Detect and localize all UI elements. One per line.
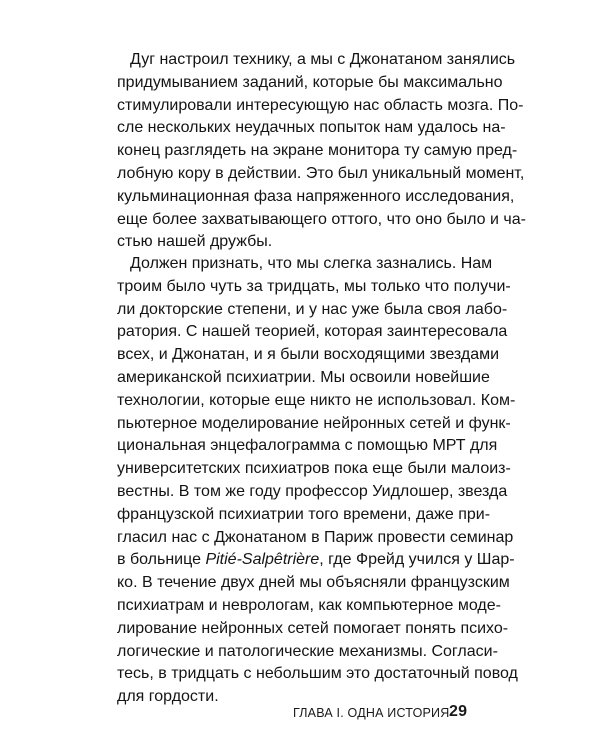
text-line: ратория. С нашей теорией, которая заинтересовала — [117, 323, 508, 341]
text-line: технологии, которые еще никто не использовал. Ком- — [117, 391, 516, 409]
text-line: гласил нас с Джонатаном в Париж провести семинар — [117, 528, 514, 546]
italic-hospital-name: Pitié-Salpêtrière — [205, 551, 320, 569]
text-line: стью нашей дружбы. — [117, 233, 273, 251]
text-line: для гордости. — [117, 688, 219, 706]
text-line: троим было чуть за тридцать, мы только что получи- — [117, 277, 511, 295]
text-line: стимулировали интересующую нас область мозга. По- — [117, 96, 524, 114]
text-line: конец разглядеть на экране монитора ту самую пред- — [117, 142, 518, 160]
text-line: психиатрам и неврологам, как компьютерное моде- — [117, 596, 501, 614]
text-line: Дуг настроил технику, а мы с Джонатаном занялись — [130, 51, 516, 68]
text-line: логические и патологические механизмы. Согласи- — [117, 642, 498, 660]
text-line: ли докторские степени, и у нас уже была своя лабо- — [117, 300, 508, 318]
text-line: французской психиатрии того времени, даже при- — [117, 505, 491, 523]
text-line: вестны. В том же году профессор Уидлошер, звезда — [117, 482, 508, 500]
text-line: циональная энцефалограмма с помощью МРТ для — [117, 437, 498, 455]
text-line: кульминационная фаза напряженного исследования, — [117, 187, 515, 205]
page-number: 29 — [449, 703, 468, 720]
paragraph-2 — [117, 253, 518, 709]
text-line: еще более захватывающего оттого, что оно было и ча- — [117, 210, 526, 228]
text-line: университетских психиатров пока еще были малоиз- — [117, 460, 511, 478]
text-line: сле нескольких неудачных попыток нам удалось на- — [117, 119, 506, 137]
paragraph-1 — [117, 49, 526, 254]
text-line: лирование нейронных сетей помогает понять психо- — [117, 619, 509, 637]
chapter-title: ГЛАВА I. ОДНА ИСТОРИЯ — [293, 706, 450, 720]
text-line: американской психиатрии. Мы освоили новейшие — [117, 368, 490, 386]
text-line: лобную кору в действии. Это был уникальный момент, — [117, 164, 525, 182]
text-line: тесь, в тридцать с небольшим это достаточный повод — [117, 665, 518, 683]
text-line: придумыванием заданий, которые бы максимально — [117, 73, 503, 91]
text-line: ко. В течение двух дней мы объясняли французским — [117, 574, 510, 592]
text-line: пьютерное моделирование нейронных сетей и функ- — [117, 414, 511, 432]
text-line: в больнице Pitié-Salpêtrière, где Фрейд учился у Шар- — [117, 551, 515, 569]
text-line: всех, и Джонатан, и я были восходящими звездами — [117, 346, 500, 364]
text-line: Должен признать, что мы слегка зазнались. Нам — [130, 255, 493, 272]
